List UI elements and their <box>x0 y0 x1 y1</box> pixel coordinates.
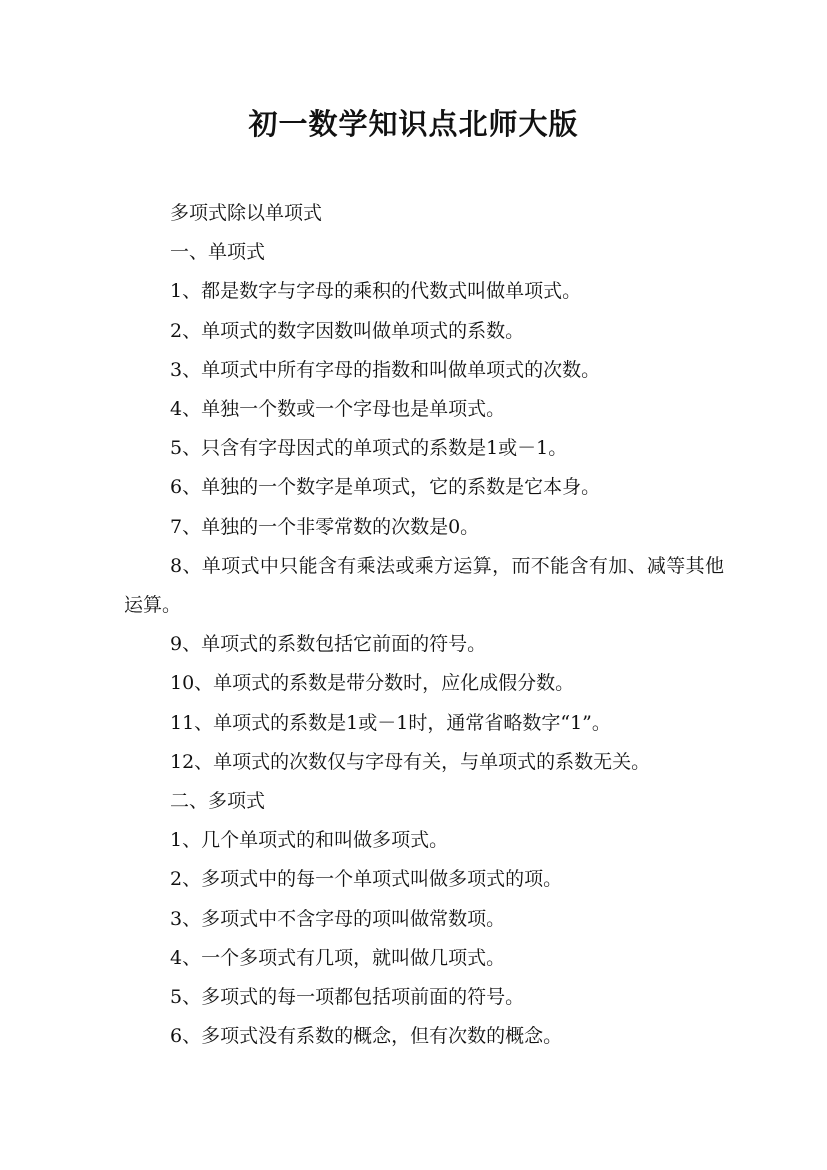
paragraph: 2、多项式中的每一个单项式叫做多项式的项。 <box>170 868 563 891</box>
paragraph: 9、单项式的系数包括它前面的符号。 <box>170 633 487 656</box>
paragraph-subtitle: 多项式除以单项式 <box>170 202 323 224</box>
paragraph: 10、单项式的系数是带分数时，应化成假分数。 <box>170 672 575 695</box>
document-body <box>124 194 724 1056</box>
paragraph: 4、单独一个数或一个字母也是单项式。 <box>170 398 506 421</box>
document-title: 初一数学知识点北师大版 <box>248 107 579 141</box>
paragraph: 6、单独的一个数字是单项式，它的系数是它本身。 <box>170 476 601 499</box>
paragraph: 1、都是数字与字母的乘积的代数式叫做单项式。 <box>170 280 582 303</box>
paragraph: 5、多项式的每一项都包括项前面的符号。 <box>170 986 525 1009</box>
paragraph: 5、只含有字母因式的单项式的系数是1或－1。 <box>170 437 568 460</box>
paragraph: 11、单项式的系数是1或－1时，通常省略数字“1”。 <box>170 711 611 734</box>
paragraph: 4、一个多项式有几项，就叫做几项式。 <box>170 946 506 969</box>
paragraph: 7、单独的一个非零常数的次数是0。 <box>170 515 480 538</box>
paragraph: 6、多项式没有系数的概念，但有次数的概念。 <box>170 1025 563 1048</box>
paragraph-wrapped: 8、单项式中只能含有乘法或乘方运算，而不能含有加、减等其他运算。 <box>124 554 724 617</box>
paragraph: 3、单项式中所有字母的指数和叫做单项式的次数。 <box>170 358 601 381</box>
paragraph: 12、单项式的次数仅与字母有关，与单项式的系数无关。 <box>170 750 651 773</box>
section-heading-polynomial: 二、多项式 <box>170 790 266 813</box>
paragraph: 2、单项式的数字因数叫做单项式的系数。 <box>170 319 525 342</box>
paragraph: 1、几个单项式的和叫做多项式。 <box>170 829 449 852</box>
section-heading-monomial: 一、单项式 <box>170 241 266 264</box>
paragraph: 3、多项式中不含字母的项叫做常数项。 <box>170 907 506 930</box>
